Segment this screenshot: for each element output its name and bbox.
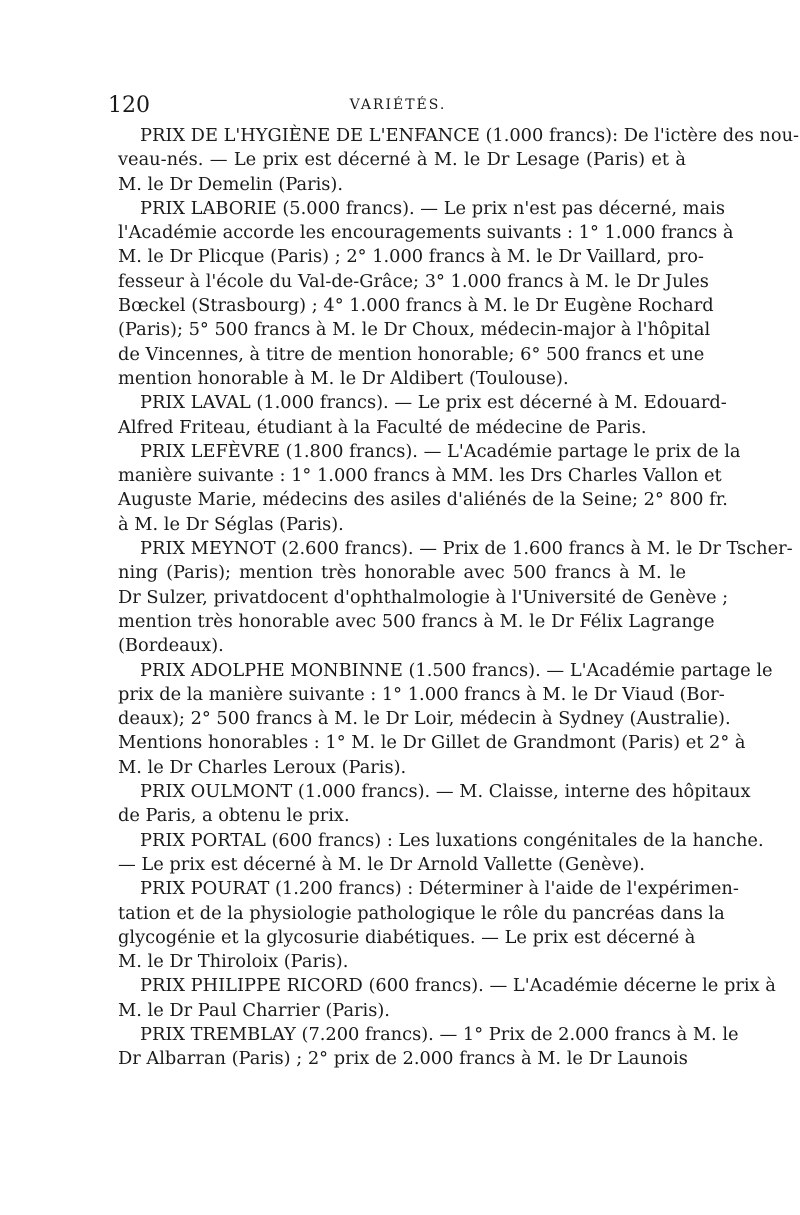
text-line: glycogénie et la glycosurie diabétiques. — Le prix est décerné à (118, 926, 696, 948)
text-line: PRIX LEFÈVRE (1.800 francs). — L'Académie partage le prix de la (140, 440, 741, 462)
text-line: mention très honorable avec 500 francs à M. le Dr Félix Lagrange (118, 610, 715, 632)
text-line: PRIX POURAT (1.200 francs) : Déterminer à l'aide de l'expérimen- (140, 878, 739, 900)
text-line: de Vincennes, à titre de mention honorable; 6° 500 francs et une (118, 343, 705, 365)
text-line: M. le Dr Plicque (Paris) ; 2° 1.000 francs à M. le Dr Vaillard, pro- (118, 246, 704, 268)
text-line: Alfred Friteau, étudiant à la Faculté de médecine de Paris. (118, 416, 647, 438)
text-line: mention honorable à M. le Dr Aldibert (Toulouse). (118, 367, 569, 389)
text-line: PRIX PHILIPPE RICORD (600 francs). — L'Académie décerne le prix à (140, 975, 776, 997)
page-number: 120 (108, 93, 150, 118)
body-text (118, 124, 800, 1072)
text-line: prix de la manière suivante : 1° 1.000 francs à M. le Dr Viaud (Bor- (118, 683, 725, 705)
text-line: M. le Dr Demelin (Paris). (118, 173, 344, 195)
text-line: veau-nés. — Le prix est décerné à M. le Dr Lesage (Paris) et à (118, 149, 686, 171)
text-line: PRIX TREMBLAY (7.200 francs). — 1° Prix de 2.000 francs à M. le (140, 1023, 739, 1045)
text-line: deaux); 2° 500 francs à M. le Dr Loir, médecin à Sydney (Australie). (118, 708, 731, 730)
text-line: (Bordeaux). (118, 635, 224, 657)
text-line: manière suivante : 1° 1.000 francs à MM. les Drs Charles Vallon et (118, 465, 722, 487)
text-line: Auguste Marie, médecins des asiles d'aliénés de la Seine; 2° 800 fr. (118, 489, 728, 511)
text-line: (Paris); 5° 500 francs à M. le Dr Choux, médecin-major à l'hôpital (118, 319, 711, 341)
text-line: M. le Dr Paul Charrier (Paris). (118, 999, 390, 1021)
text-line: Bœckel (Strasbourg) ; 4° 1.000 francs à M. le Dr Eugène Rochard (118, 295, 714, 317)
text-line: tation et de la physiologie pathologique le rôle du pancréas dans la (118, 902, 725, 924)
page-header (108, 93, 688, 123)
text-line: PRIX MEYNOT (2.600 francs). — Prix de 1.600 francs à M. le Dr Tscher- (140, 538, 793, 560)
text-line: fesseur à l'école du Val-de-Grâce; 3° 1.000 francs à M. le Dr Jules (118, 270, 709, 292)
text-line: PRIX DE L'HYGIÈNE DE L'ENFANCE (1.000 francs): De l'ictère des nou- (140, 125, 800, 146)
text-line: ning (Paris); mention très honorable avec 500 francs à M. le (118, 562, 686, 584)
text-line: PRIX LABORIE (5.000 francs). — Le prix n'est pas décerné, mais (140, 197, 725, 219)
text-line: M. le Dr Charles Leroux (Paris). (118, 756, 407, 778)
text-line: M. le Dr Thiroloix (Paris). (118, 951, 349, 973)
text-line: à M. le Dr Séglas (Paris). (118, 513, 344, 535)
text-line: Dr Albarran (Paris) ; 2° prix de 2.000 francs à M. le Dr Launois (118, 1048, 688, 1070)
text-line: PRIX OULMONT (1.000 francs). — M. Claisse, interne des hôpitaux (140, 781, 751, 803)
text-line: Mentions honorables : 1° M. le Dr Gillet de Grandmont (Paris) et 2° à (118, 732, 746, 754)
text-line: — Le prix est décerné à M. le Dr Arnold Vallette (Genève). (118, 853, 645, 875)
text-line: Dr Sulzer, privatdocent d'ophthalmologie à l'Université de Genève ; (118, 586, 729, 608)
text-line: PRIX LAVAL (1.000 francs). — Le prix est décerné à M. Edouard- (140, 392, 727, 414)
running-head: VARIÉTÉS. (349, 97, 447, 113)
text-line: de Paris, a obtenu le prix. (118, 805, 350, 827)
text-line: PRIX ADOLPHE MONBINNE (1.500 francs). — L'Académie partage le (140, 659, 773, 681)
text-line: l'Académie accorde les encouragements suivants : 1° 1.000 francs à (118, 222, 734, 244)
text-line: PRIX PORTAL (600 francs) : Les luxations congénitales de la hanche. (140, 829, 764, 851)
